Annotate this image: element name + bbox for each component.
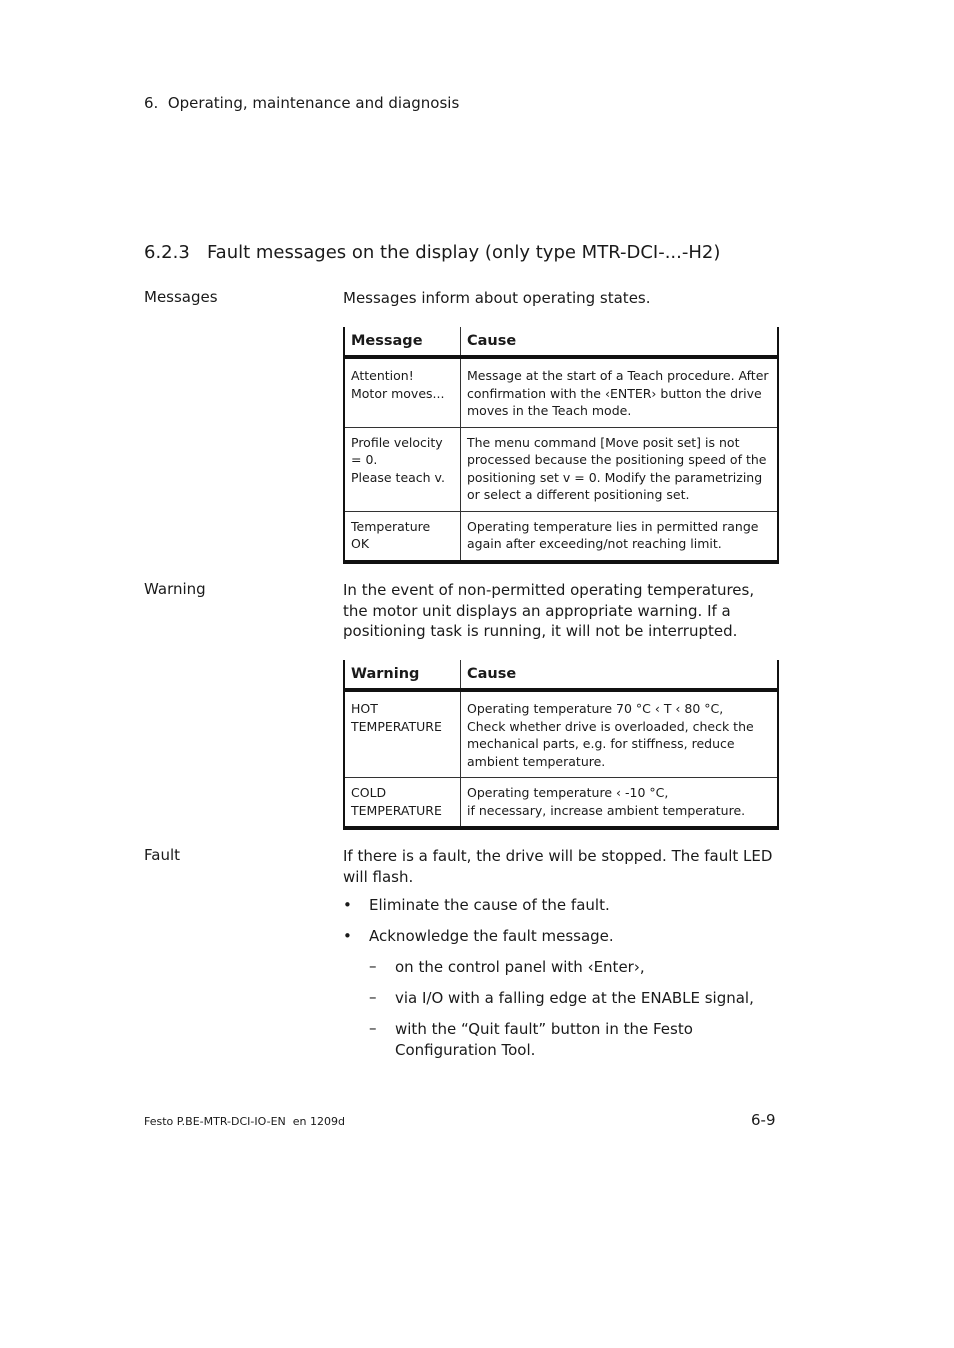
cause-cell — [461, 778, 779, 829]
table-header-row — [344, 660, 778, 690]
table-header-row — [344, 327, 778, 357]
fault-intro: If there is a fault, the drive will be stopped. The fault LED will flash. — [343, 847, 773, 886]
message-line: Attention! — [351, 368, 414, 383]
cause-line: Operating temperature 70 °C ‹ T ‹ 80 °C, — [467, 701, 724, 716]
warning-line: TEMPERATURE — [351, 802, 442, 818]
footer-document-id: Festo P.BE-MTR-DCI-IO-EN en 1209d — [144, 1115, 345, 1128]
running-header: 6. Operating, maintenance and diagnosis — [144, 94, 460, 112]
table-row — [344, 511, 778, 562]
sub-list-item-text: via I/O with a falling edge at the ENABLE signal, — [395, 989, 754, 1007]
cause-cell: Operating temperature lies in permitted range again after exceeding/not reaching limit. — [461, 511, 779, 562]
cause-cell: Message at the start of a Teach procedure. After confirmation with the ‹ENTER› button the drive moves in the Teach mode. — [461, 357, 779, 427]
message-line: Profile velocity — [351, 434, 443, 450]
warning-table — [343, 660, 779, 830]
message-cell — [344, 511, 461, 562]
table-row — [344, 690, 778, 778]
dash-mark: – — [369, 1019, 377, 1037]
sub-list-item-text: with the “Quit fault” button in the Festo Configuration Tool. — [395, 1020, 693, 1059]
message-line: = 0. — [351, 452, 378, 467]
table-row — [344, 778, 778, 829]
warning-line: HOT — [351, 701, 378, 716]
bullet-mark: • — [343, 927, 352, 945]
column-header-message: Message — [344, 327, 461, 357]
message-cell — [344, 427, 461, 511]
column-header-cause: Cause — [461, 327, 779, 357]
message-line: OK — [351, 536, 370, 551]
warning-label: Warning — [144, 580, 206, 598]
message-line: Motor moves... — [351, 385, 445, 401]
messages-table — [343, 327, 779, 564]
list-item-text: Eliminate the cause of the fault. — [369, 896, 610, 914]
warning-line: COLD — [351, 785, 387, 800]
page-number: 6-9 — [751, 1111, 776, 1129]
dash-mark: – — [369, 957, 377, 975]
cause-line: if necessary, increase ambient temperature. — [467, 802, 746, 818]
list-item-text: Acknowledge the fault message. — [369, 927, 614, 945]
warning-cell — [344, 690, 461, 778]
message-line: Temperature — [351, 518, 431, 534]
message-line: Please teach v. — [351, 469, 445, 485]
table-row — [344, 357, 778, 427]
messages-intro: Messages inform about operating states. — [343, 289, 651, 307]
cause-cell — [461, 690, 779, 778]
table-row — [344, 427, 778, 511]
warning-line: TEMPERATURE — [351, 718, 442, 734]
column-header-cause: Cause — [461, 660, 779, 690]
sub-list-item-text: on the control panel with ‹Enter›, — [395, 958, 645, 976]
cause-cell: The menu command [Move posit set] is not processed because the positioning speed of the positioning set v = 0. Modify the parametrizing or select a different positioning set. — [461, 427, 779, 511]
section-heading: 6.2.3 Fault messages on the display (only type MTR-DCI-...-H2) — [144, 242, 721, 263]
cause-line: Operating temperature ‹ -10 °C, — [467, 785, 669, 800]
messages-label: Messages — [144, 288, 218, 306]
column-header-warning: Warning — [344, 660, 461, 690]
fault-label: Fault — [144, 846, 180, 864]
cause-line: Check whether drive is overloaded, check the mechanical parts, e.g. for stiffness, reduce ambient temperature. — [467, 718, 754, 769]
dash-mark: – — [369, 988, 377, 1006]
message-cell — [344, 357, 461, 427]
warning-cell — [344, 778, 461, 829]
warning-intro: In the event of non-permitted operating temperatures, the motor unit displays an appropriate warning. If a positioning task is running, it will not be interrupted. — [343, 581, 755, 640]
bullet-mark: • — [343, 896, 352, 914]
